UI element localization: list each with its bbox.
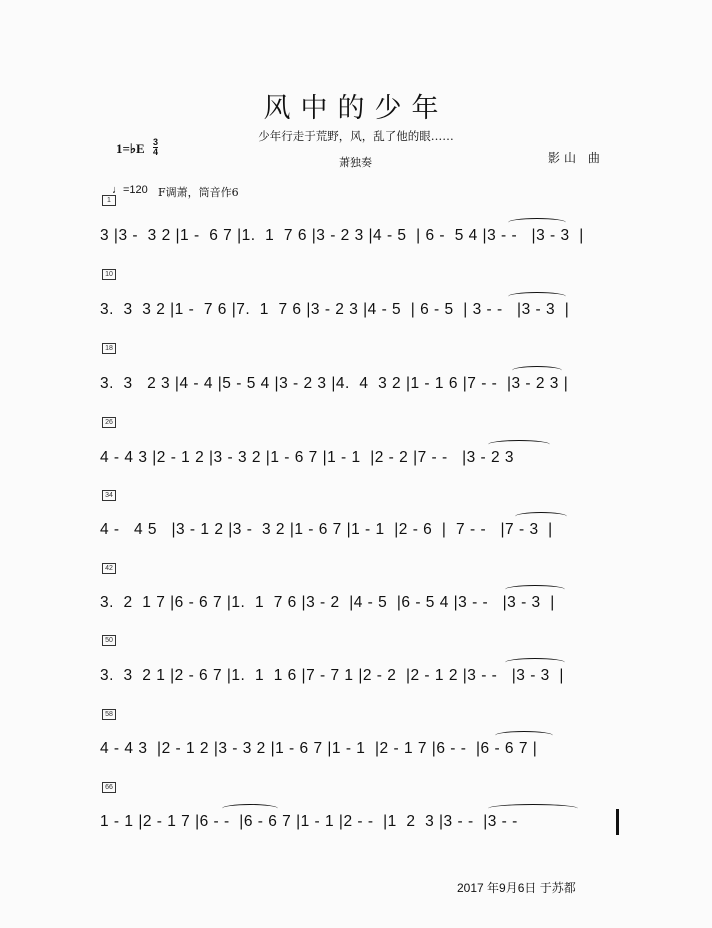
notation-line: 3. 3 3 2 |1 - 7 6 |7. 1 7 6 |3 - 2 3 |4 - 5 | 6 - 5 | 3 - - |3 - 3 | [100, 301, 570, 318]
notation-line: 4 - 4 3 |2 - 1 2 |3 - 3 2 |1 - 6 7 |1 - 1 |2 - 2 |7 - - |3 - 2 3 [100, 449, 524, 466]
measure-number: 34 [102, 490, 116, 501]
fingering-note: F调萧，筒音作6 [158, 186, 239, 199]
notation-line: 1 - 1 |2 - 1 7 |6 - - |6 - 6 7 |1 - 1 |2 - - |1 2 3 |3 - - |3 - - [100, 813, 528, 830]
tie-arc [505, 585, 565, 594]
measure-number: 42 [102, 563, 116, 574]
composer: 影山 曲 [548, 151, 604, 165]
tie-arc [505, 658, 565, 667]
notation-line: 3. 2 1 7 |6 - 6 7 |1. 1 7 6 |3 - 2 |4 - 5 |6 - 5 4 |3 - - |3 - 3 | [100, 594, 555, 611]
tie-arc [512, 366, 562, 375]
time-signature [153, 138, 158, 157]
notation-line: 3. 3 2 1 |2 - 6 7 |1. 1 1 6 |7 - 7 1 |2 - 2 |2 - 1 2 |3 - - |3 - 3 | [100, 667, 564, 684]
measure-number: 58 [102, 709, 116, 720]
measure-number: 66 [102, 782, 116, 793]
tie-arc [515, 512, 567, 521]
performance-note: 萧独奏 [339, 156, 372, 169]
score-subtitle: 少年行走于荒野，风，乱了他的眼…… [258, 129, 454, 143]
tempo-marking: ♩=120 [112, 184, 148, 196]
notation-line: 3. 3 2 3 |4 - 4 |5 - 5 4 |3 - 2 3 |4. 4 3 2 |1 - 1 6 |7 - - |3 - 2 3 | [100, 375, 569, 392]
notation-line: 4 - 4 3 |2 - 1 2 |3 - 3 2 |1 - 6 7 |1 - 1 |2 - 1 7 |6 - - |6 - 6 7 | [100, 740, 538, 757]
measure-number: 10 [102, 269, 116, 280]
tie-arc [508, 292, 566, 301]
measure-number: 50 [102, 635, 116, 646]
tie-arc [488, 440, 550, 449]
notation-line: 4 - 4 5 |3 - 1 2 |3 - 3 2 |1 - 6 7 |1 - 1 |2 - 6 | 7 - - |7 - 3 | [100, 521, 553, 538]
time-signature-top: 3 [153, 137, 159, 147]
key-signature: 1=♭E [116, 141, 145, 156]
tie-arc [495, 731, 553, 740]
measure-number: 18 [102, 343, 116, 354]
measure-number: 1 [102, 195, 116, 206]
final-barline [616, 809, 619, 835]
notation-line: 3 |3 - 3 2 |1 - 6 7 |1. 1 7 6 |3 - 2 3 |4 - 5 | 6 - 5 4 |3 - - |3 - 3 | [100, 227, 584, 244]
time-signature-bottom: 4 [153, 147, 159, 157]
score-title: 风中的少年 [263, 93, 449, 124]
tie-arc [222, 804, 278, 813]
date-footer: 2017 年9月6日 于苏都 [457, 881, 576, 895]
tie-arc [508, 218, 566, 227]
tie-arc [488, 804, 578, 813]
measure-number: 26 [102, 417, 116, 428]
